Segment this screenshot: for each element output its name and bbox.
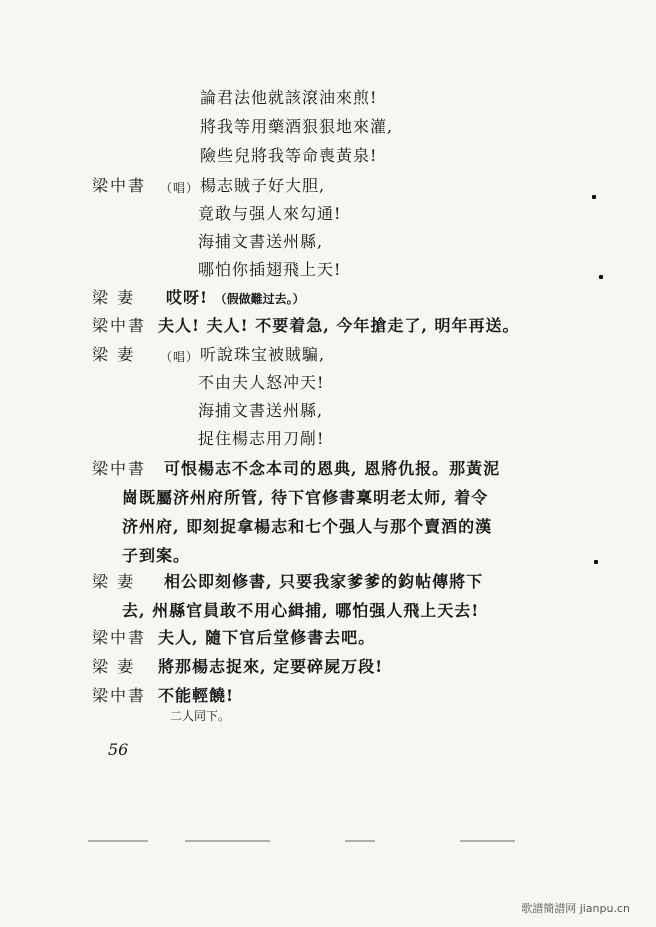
stage-aside: （假做難过去。） xyxy=(214,292,305,306)
verse-line: 捉住楊志用刀剮! xyxy=(198,429,325,448)
verse-line: 險些兒將我等命喪黃泉! xyxy=(200,146,378,165)
sing-tag: （唱） xyxy=(160,181,200,195)
verse-line: 海捕文書送州縣, xyxy=(198,401,324,420)
prose-line: 去, 州縣官員敢不用心緝捕, 哪怕强人飛上天去! xyxy=(122,601,480,620)
verse-line: 不由夫人怒冲天! xyxy=(198,373,325,392)
verse-line: 論君法他就該滾油來煎! xyxy=(200,88,378,107)
speaker-name: 梁 妻 xyxy=(92,288,136,307)
speaker-name: 梁 妻 xyxy=(92,345,136,364)
dialog-line: 不能輕饒! xyxy=(158,686,235,705)
prose-line: 济州府, 即刻捉拿楊志和七个强人与那个賣酒的漢 xyxy=(122,517,493,536)
sing-tag: （唱） xyxy=(160,350,200,364)
speaker-name: 梁 妻 xyxy=(92,572,136,591)
stage-direction: 二人同下。 xyxy=(170,709,231,723)
dialog-line: 夫人! 夫人! 不要着急, 今年搶走了, 明年再送。 xyxy=(158,316,520,335)
speaker-name: 梁中書 xyxy=(92,459,147,478)
prose-line: 崗既屬济州府所管, 待下官修書稟明老太师, 着令 xyxy=(122,488,489,507)
speaker-name: 梁中書 xyxy=(92,686,147,705)
margin-mark xyxy=(594,560,598,564)
verse-line: 竟敢与强人來勾通! xyxy=(198,204,342,223)
dialog-line: 哎呀! xyxy=(166,288,209,307)
dialog-line: 將那楊志捉來, 定要碎屍万段! xyxy=(158,657,384,676)
verse-line: 哪怕你插翅飛上天! xyxy=(198,260,342,279)
dialog-text xyxy=(166,288,305,309)
scan-noise xyxy=(88,840,148,842)
prose-line: 可恨楊志不念本司的恩典, 恩將仇报。那黃泥 xyxy=(164,459,501,478)
speaker-name: 梁中書 xyxy=(92,628,147,647)
margin-mark xyxy=(599,275,603,279)
watermark: 歌譜簡譜网 jianpu.cn xyxy=(521,902,630,915)
dialog-line: 夫人, 隨下官后堂修書去吧。 xyxy=(158,628,376,647)
prose-line: 相公即刻修書, 只要我家爹爹的鈞帖傳將下 xyxy=(164,572,484,591)
verse-line: 將我等用藥酒狠狠地來灌, xyxy=(200,117,394,136)
page-number: 56 xyxy=(108,740,129,759)
verse-line: 楊志賊子好大胆, xyxy=(200,176,326,195)
speaker-name: 梁中書 xyxy=(92,176,147,195)
scan-noise xyxy=(185,840,270,842)
verse-line: 听說珠宝被賊騙, xyxy=(200,345,326,364)
speaker-name: 梁中書 xyxy=(92,316,147,335)
verse-line: 海捕文書送州縣, xyxy=(198,232,324,251)
speaker-name: 梁 妻 xyxy=(92,657,136,676)
scan-noise xyxy=(460,840,515,842)
scan-noise xyxy=(345,840,375,842)
prose-line: 子到案。 xyxy=(122,546,191,565)
margin-mark xyxy=(592,195,596,199)
